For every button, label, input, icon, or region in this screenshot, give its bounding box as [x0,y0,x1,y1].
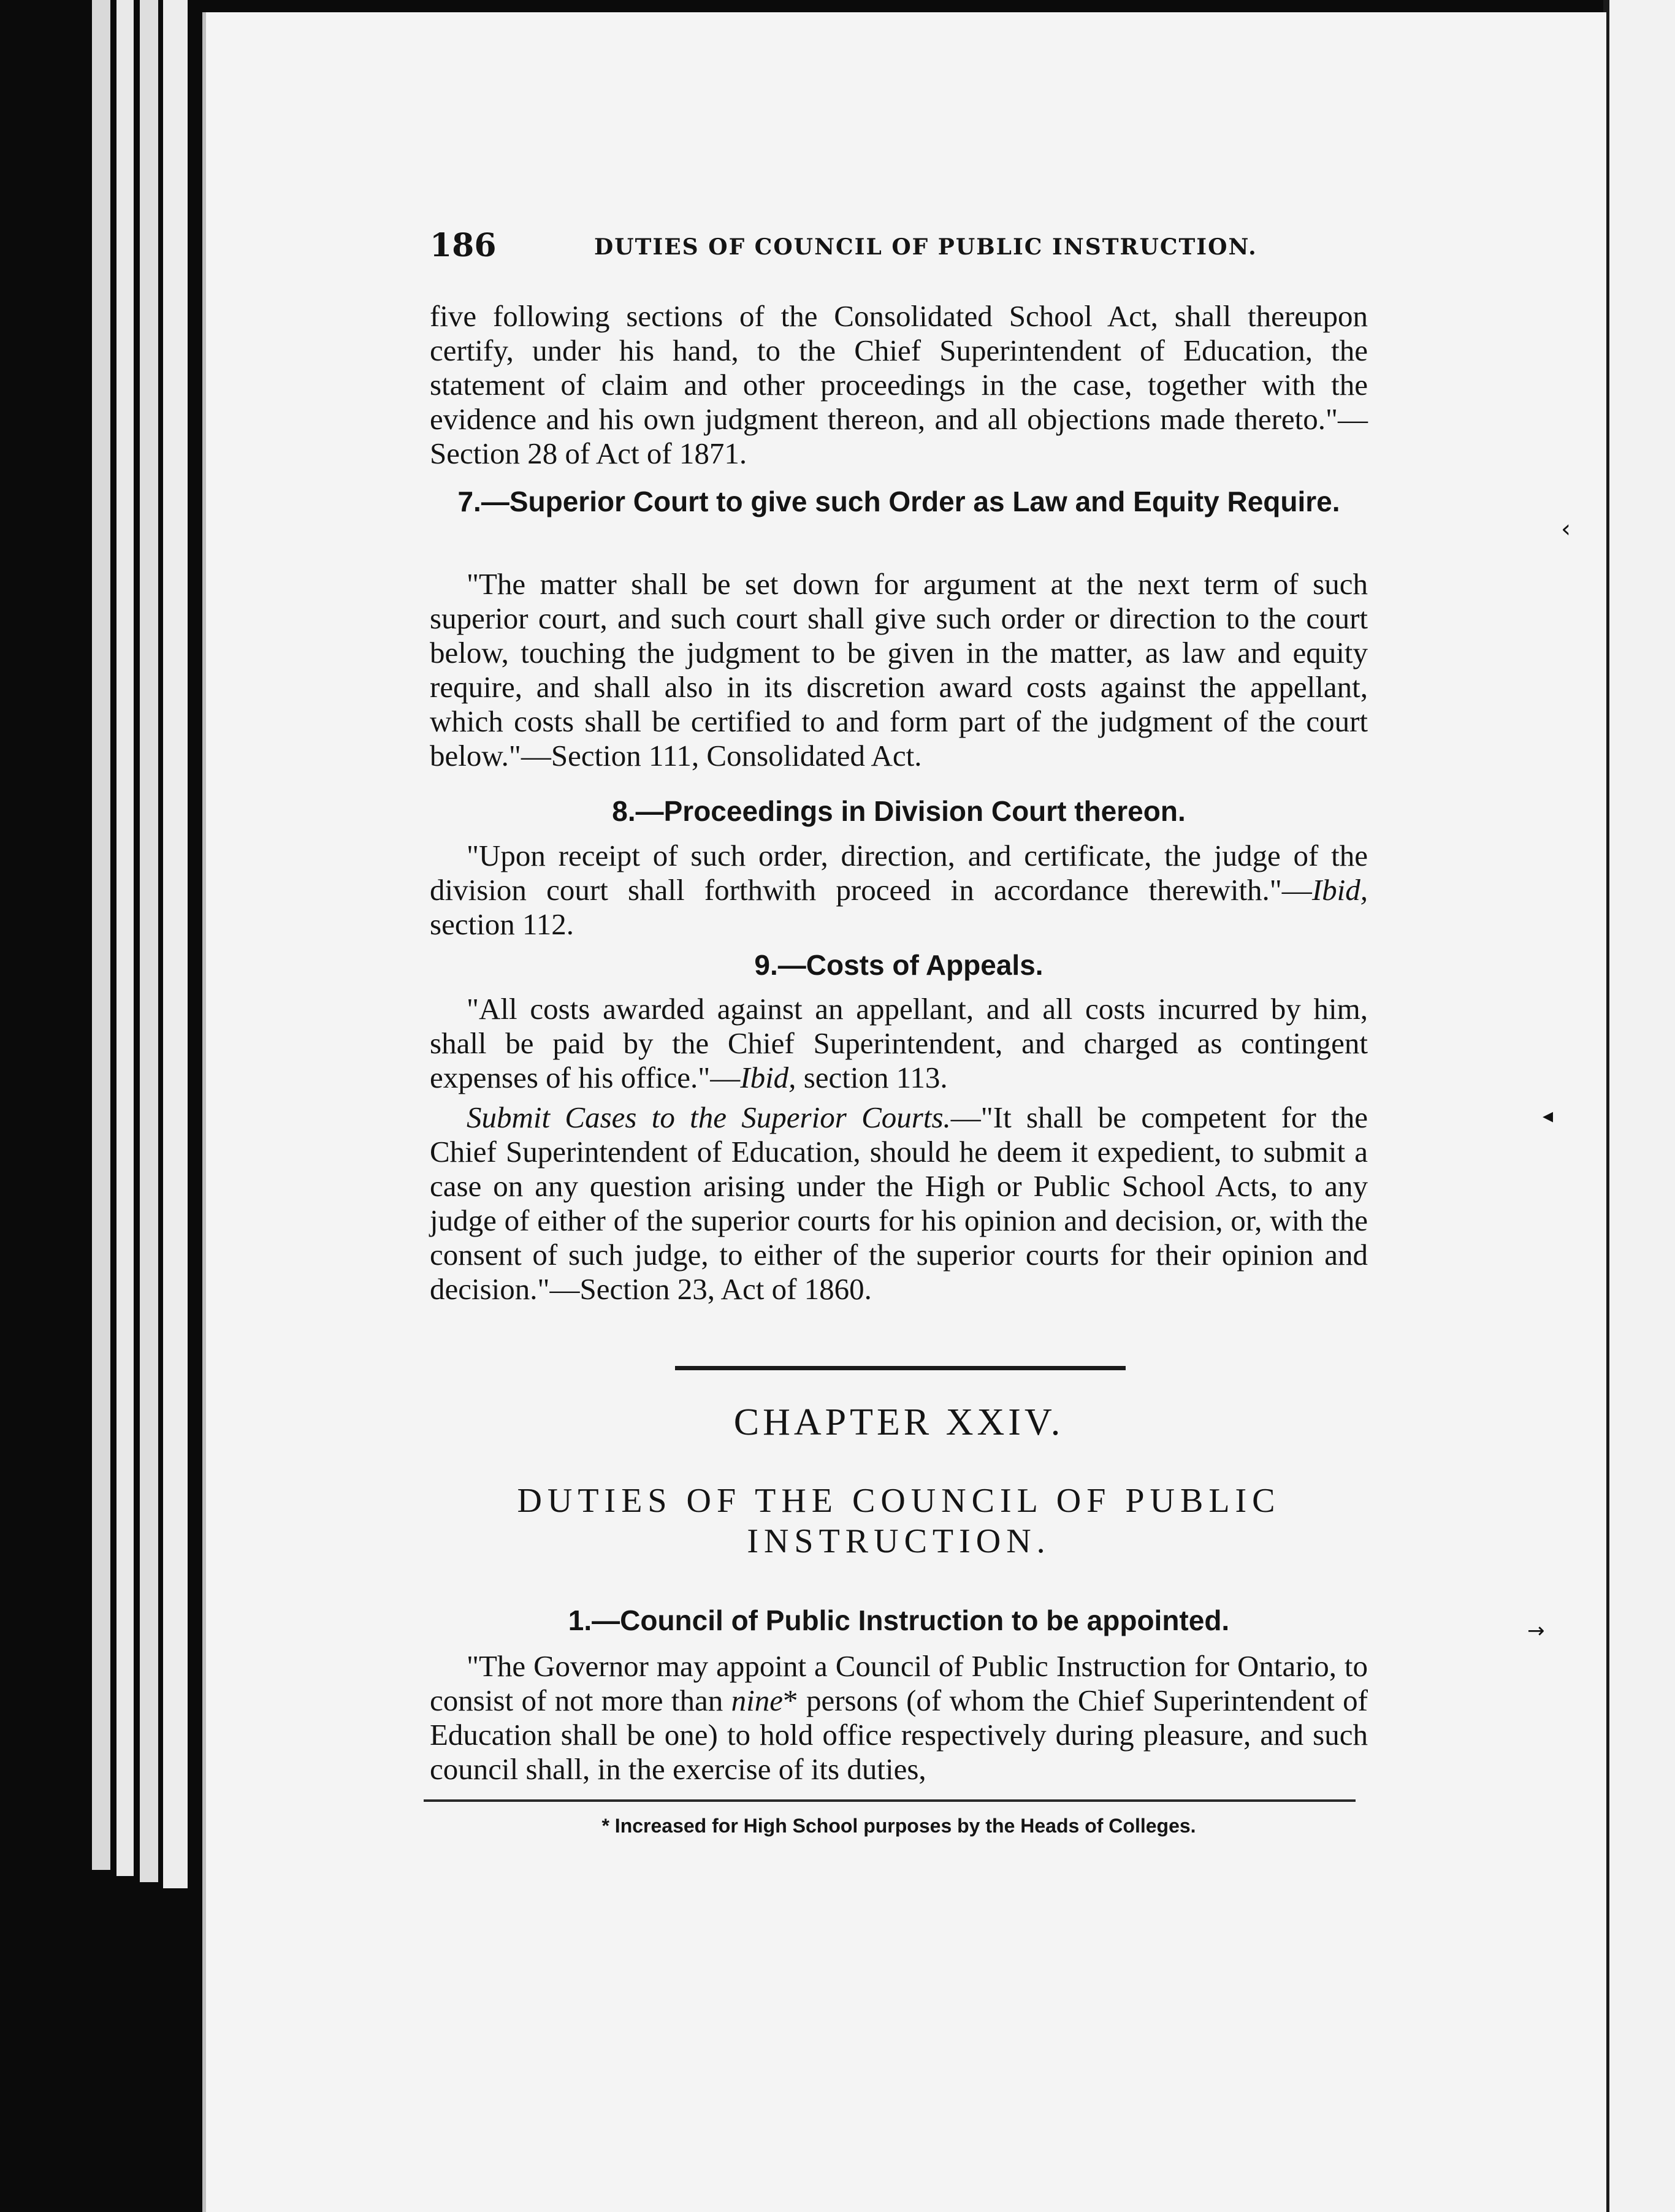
book-edge [116,0,134,1876]
paragraph-submit-cases [430,1100,1368,1306]
ibid-citation: Ibid, [740,1061,796,1094]
paragraph-section-1-b: * persons (of whom the Chief Superintendent of Education shall be one) to hold office respectively during pleasure, and such council shall, in the exercise of its duties, [430,1684,1368,1786]
paragraph-section-7: "The matter shall be set down for argument at the next term of such superior court, and such court shall give such order or direction to the court below, touching the judgment to be given in the matter, as law and equity require, and shall also in its discretion award costs against the appellant, which costs shall be certified to and form part of the judgment of the court below."—Section 111, Consolidated Act. [430,567,1368,772]
paragraph-section-9 [430,992,1368,1095]
paragraph-section-8-main: "Upon receipt of such order, direction, and certificate, the judge of the division court shall forthwith proceed in accordance therewith."— [430,839,1368,907]
chapter-title: DUTIES OF THE COUNCIL OF PUBLIC INSTRUCTION. [517,1482,1281,1560]
book-edge [92,0,110,1870]
paragraph-section-9-main: "All costs awarded against an appellant, and all costs incurred by him, shall be paid by the Chief Superintendent, and charged as contingent expenses of his office."— [430,992,1368,1094]
section-heading-8: 8.—Proceedings in Division Court thereon. [612,795,1186,827]
paragraph-intro: five following sections of the Consolidated School Act, shall thereupon certify, under his hand, to the Chief Superintendent of Education, the statement of claim and other proceedings in the case, together with the evidence and his own judgment thereon, and all objections made thereto."—Section 28 of Act of 1871. [430,299,1368,470]
page-number: 186 [430,227,497,264]
margin-mark-icon: ◂ [1543,1104,1554,1128]
paragraph-section-1 [430,1649,1368,1787]
running-head [430,227,1368,282]
paragraph-section-9-tail: section 113. [796,1061,948,1094]
paragraph-section-8-tail: section 112. [430,907,574,941]
section-heading-1: 1.—Council of Public Instruction to be appointed. [568,1604,1230,1636]
footnote: * Increased for High School purposes by the Heads of Colleges. [601,1815,1196,1837]
margin-mark-icon: → [1527,1619,1545,1643]
book-page [202,12,1606,2212]
chapter-number: CHAPTER XXIV. [733,1402,1064,1443]
book-edge [163,0,188,1888]
book-edge [140,0,158,1882]
margin-mark-icon: ‹ [1561,515,1571,543]
paragraph-section-1-a: "The Governor may appoint a Council of Public Instruction for Ontario, to consist of not more than [430,1649,1368,1717]
section-heading-7: 7.—Superior Court to give such Order as Law and Equity Require. [457,486,1340,517]
nine-emphasis: nine [731,1684,784,1717]
facing-page-edge [1603,0,1675,2212]
submit-cases-heading: Submit Cases to the Superior Courts. [467,1100,951,1134]
ibid-citation: Ibid, [1311,873,1368,907]
footnote-rule [424,1799,1356,1802]
running-head-title: DUTIES OF COUNCIL OF PUBLIC INSTRUCTION. [594,234,1257,260]
submit-cases-text: —"It shall be competent for the Chief Superintendent of Education, should he deem it expedient, to submit a case on any question arising under the High or Public School Acts, to any judge of either of the superior courts for his opinion and decision, or, with the consent of such judge, to either of the superior courts for their opinion and decision."—Section 23, Act of 1860. [430,1100,1368,1306]
section-heading-9: 9.—Costs of Appeals. [754,949,1044,981]
paragraph-section-8 [430,839,1368,942]
section-divider [675,1366,1126,1370]
